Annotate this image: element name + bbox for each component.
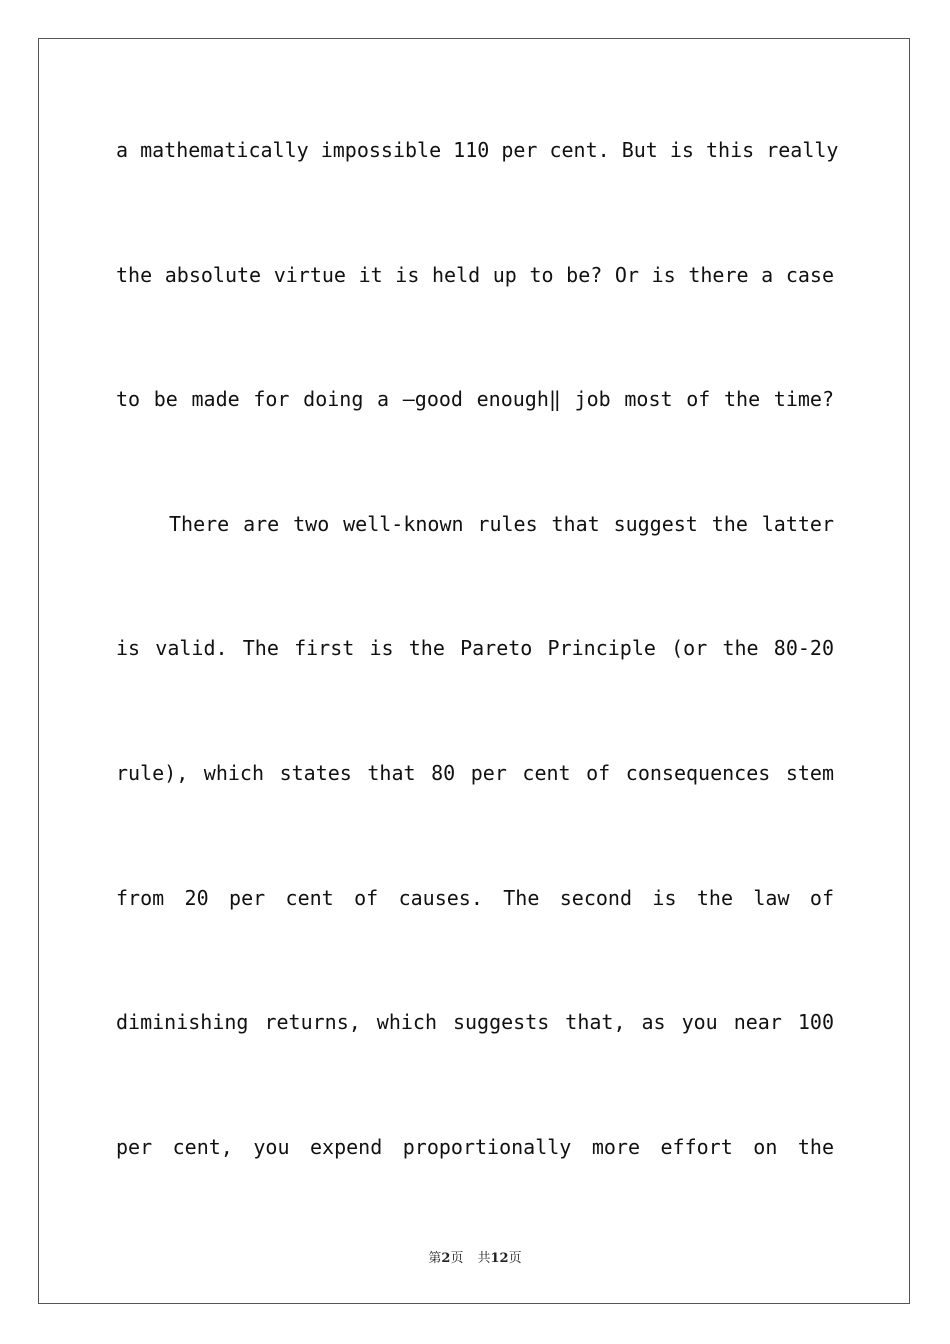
text-line-3: to be made for doing a —good enough‖ job most of the time? xyxy=(116,387,834,412)
text-line-2: the absolute virtue it is held up to be? Or is there a case xyxy=(116,262,834,287)
text-line-1: a mathematically impossible 110 per cent. But is this really xyxy=(116,138,839,162)
document-body xyxy=(116,88,839,1209)
text-line-4-paragraph-start: There are two well-known rules that suggest the latter xyxy=(169,511,834,536)
text-line-6: rule), which states that 80 per cent of consequences stem xyxy=(116,760,834,785)
page-number: 2 xyxy=(441,1251,451,1266)
text-line-8: diminishing returns, which suggests that, as you near 100 xyxy=(116,1010,834,1035)
text-line-9: per cent, you expend proportionally more effort on the xyxy=(116,1134,834,1159)
page-footer xyxy=(0,1247,950,1266)
total-pages: 12 xyxy=(490,1251,509,1266)
text-line-7: from 20 per cent of causes. The second is the law of xyxy=(116,885,834,910)
text-line-5: is valid. The first is the Pareto Principle (or the 80-20 xyxy=(116,636,834,661)
page-suffix: 页 xyxy=(450,1251,464,1266)
total-suffix: 页 xyxy=(508,1251,522,1266)
page-prefix: 第 xyxy=(428,1251,442,1266)
total-prefix: 共 xyxy=(477,1251,491,1266)
